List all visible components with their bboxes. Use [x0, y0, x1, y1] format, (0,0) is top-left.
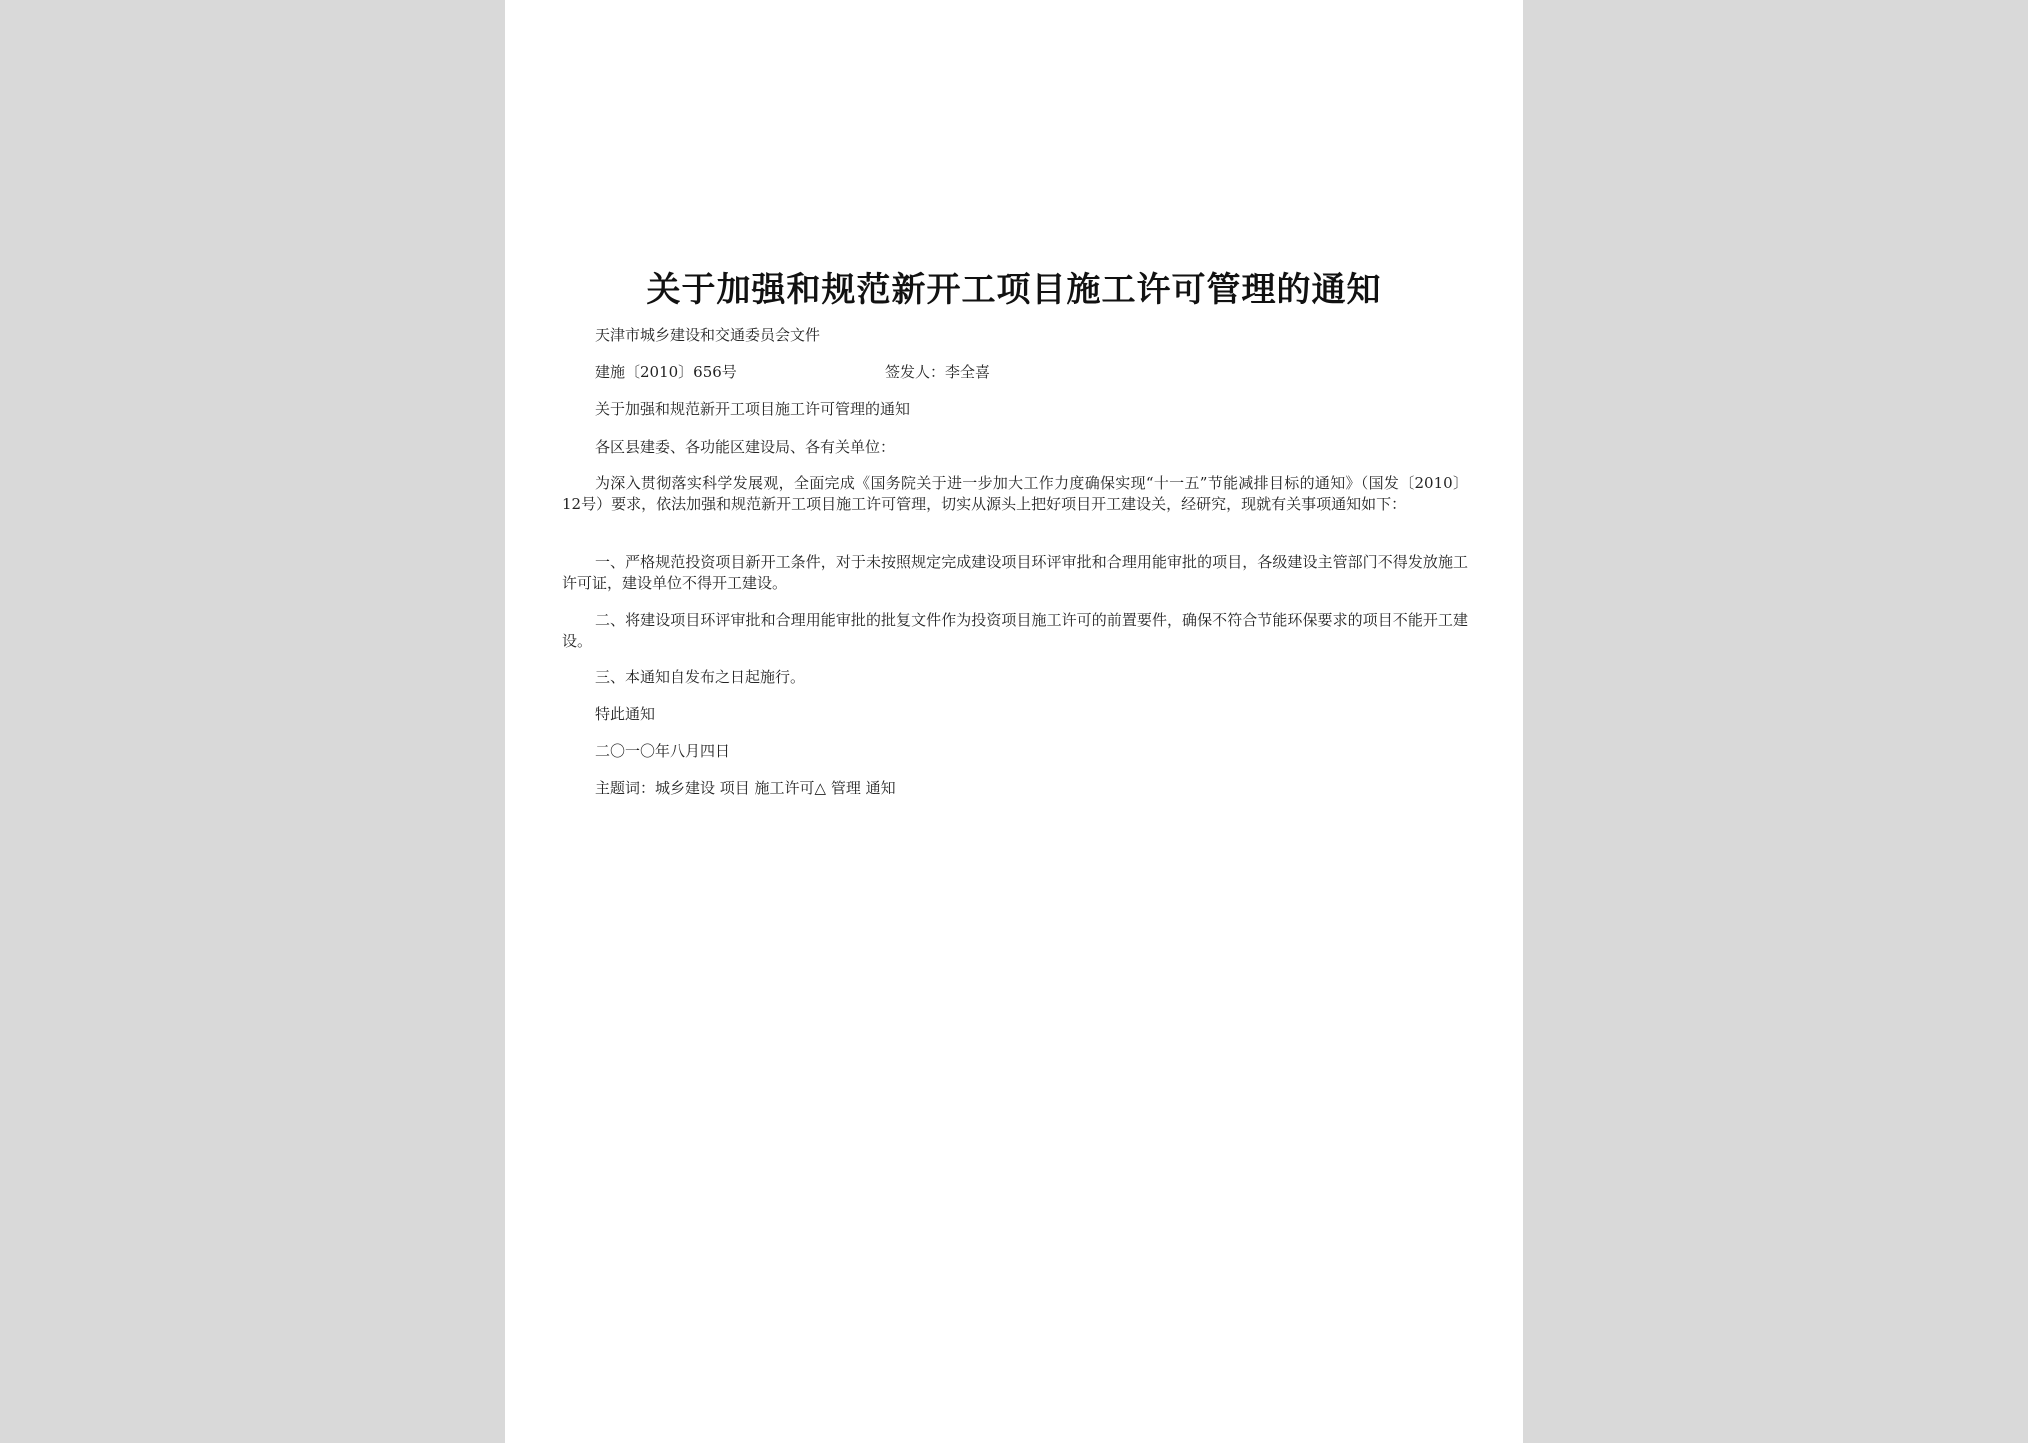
document-page: [505, 0, 1523, 1443]
subtitle: 关于加强和规范新开工项目施工许可管理的通知: [595, 400, 911, 418]
document-date: 二〇一〇年八月四日: [595, 742, 731, 760]
paragraph-item-2: 二、将建设项目环评审批和合理用能审批的批复文件作为投资项目施工许可的前置要件，确保不符合节能环保要求的项目不能开工建设。: [562, 611, 1468, 650]
closing-line: 特此通知: [595, 705, 656, 723]
document-title: 关于加强和规范新开工项目施工许可管理的通知: [646, 270, 1382, 310]
signer: 签发人：李全喜: [885, 363, 991, 381]
paragraph-item-1: 一、严格规范投资项目新开工条件，对于未按照规定完成建设项目环评审批和合理用能审批的项目，各级建设主管部门不得发放施工许可证，建设单位不得开工建设。: [562, 553, 1468, 592]
recipients: 各区县建委、各功能区建设局、各有关单位：: [595, 438, 896, 456]
paragraph-intro: 为深入贯彻落实科学发展观，全面完成《国务院关于进一步加大工作力度确保实现“十一五”节能减排目标的通知》（国发〔2010〕12号）要求，依法加强和规范新开工项目施工许可管理，切实从源头上把好项目开工建设关，经研究，现就有关事项通知如下：: [562, 474, 1468, 513]
doc-number: 建施〔2010〕656号: [595, 363, 737, 381]
doc-number-row: [595, 362, 1295, 382]
keywords-line: 主题词：城乡建设 项目 施工许可△ 管理 通知: [595, 779, 896, 797]
effective-clause: 三、本通知自发布之日起施行。: [595, 668, 806, 686]
issuer-line: 天津市城乡建设和交通委员会文件: [595, 326, 821, 344]
